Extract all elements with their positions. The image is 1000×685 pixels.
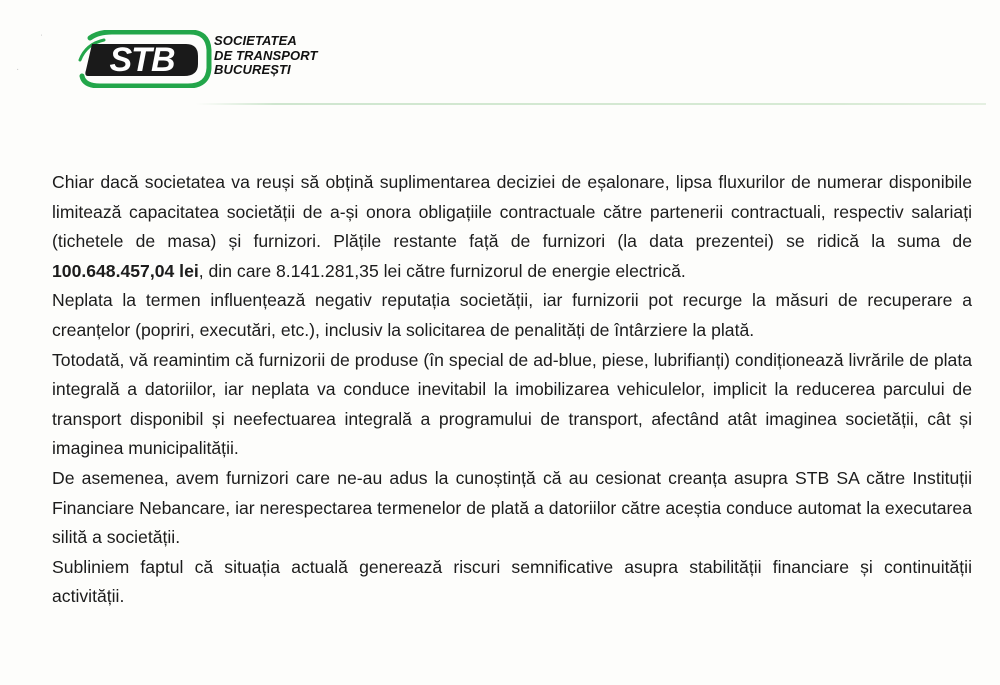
letter-body bbox=[52, 168, 972, 612]
paragraph-assignment: De asemenea, avem furnizori care ne-au adus la cunoștință că au cesionat creanța asupra STB SA către Instituții Financiare Nebancare, iar nerespectarea termenelor de plată a datoriilor către aceștia conduce automat la executarea silită a societății. bbox=[52, 467, 972, 548]
paragraph-text: , din care 8.141.281,35 lei către furnizorul de energie electrică. bbox=[198, 260, 686, 281]
header-divider bbox=[196, 103, 986, 105]
paragraph-reputation: Neplata la termen influențează negativ reputația societății, iar furnizorii pot recurge la măsuri de recuperare a creanțelor (popriri, executări, etc.), inclusiv la solicitarea de penalități de întârziere la plată. bbox=[52, 290, 972, 340]
paragraph-text: Chiar dacă societatea va reuși să obțină suplimentarea deciziei de eșalonare, lipsa fluxurilor de numerar disponibile limitează capacitatea societății de a-și onora obligațiile contractuale către partenerii contractuali, respectiv salariați (tichetele de masa) și furnizori. Plățile restante față de furnizori (la data prezentei) se ridică la suma de bbox=[52, 172, 972, 252]
paragraph-outstanding-payments bbox=[52, 168, 972, 286]
company-name-line: SOCIETATEA bbox=[214, 33, 297, 48]
outstanding-amount: 100.648.457,04 lei bbox=[52, 260, 199, 281]
letterhead bbox=[78, 22, 378, 92]
paragraph-risks: Subliniem faptul că situația actuală generează riscuri semnificative asupra stabilității financiare și continuității activității. bbox=[52, 556, 972, 607]
company-name-line: DE TRANSPORT bbox=[214, 47, 318, 63]
stb-logo bbox=[78, 30, 212, 88]
logo-mark-text: STB bbox=[109, 41, 175, 79]
scan-speck: · bbox=[16, 64, 20, 75]
paragraph-suppliers: Totodată, vă reamintim că furnizorii de produse (în special de ad-blue, piese, lubrifianți) condiționează livrările de plata integrală a datoriilor, iar neplata va conduce inevitabil la imobilizarea vehiculelor, implicit la reducerea parcului de transport disponibil și neefectuarea integrală a programului de transport, afectând atât imaginea societății, cât și imaginea municipalității. bbox=[52, 349, 972, 459]
company-name-line: BUCUREȘTI bbox=[214, 62, 291, 77]
company-name bbox=[214, 34, 318, 78]
scan-speck: ˈ bbox=[40, 34, 44, 45]
